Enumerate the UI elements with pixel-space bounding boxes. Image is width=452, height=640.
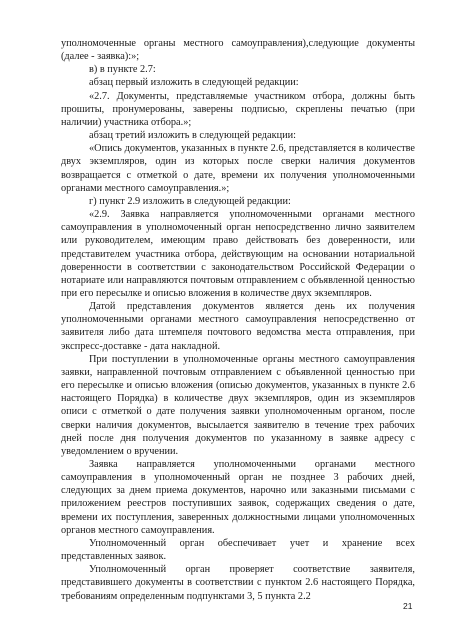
paragraph-6: «Опись документов, указанных в пункте 2.6, представляется в количестве двух экземпляров, один из которых после сверки наличия документов возвращается с отметкой о дате, времени их получения уполномоченными органами местного самоуправления.»; [61, 143, 415, 194]
paragraph-2: в) в пункте 2.7: [89, 64, 156, 76]
page-number: 21 [403, 601, 413, 611]
paragraph-5: абзац третий изложить в следующей редакции: [89, 130, 297, 142]
paragraph-9: Датой представления документов является день их получения уполномоченными органами местного самоуправления непосредственно от заявителя либо дата штемпеля почтового ведомства места отправления, при экспресс-доставке - дата накладной. [61, 301, 415, 352]
paragraph-8: «2.9. Заявка направляется уполномоченными органами местного самоуправления в уполномоченный орган непосредственно лично заявителем или руководителем, имеющим право действовать без доверенности, или представителем участника отбора, действующим на основании нотариальной доверенности в соответствии с законодательством Российской Федерации о нотариате или направляются почтовым отправлением с объявленной ценностью при его пересылке и описью вложения в количестве двух экземпляров. [61, 209, 415, 299]
paragraph-13: Уполномоченный орган проверяет соответствие заявителя, представившего документы в соответствии с пунктом 2.6 настоящего Порядка, требованиям определенным подпунктами 3, 5 пункта 2.2 [61, 564, 415, 602]
paragraph-4: «2.7. Документы, представляемые участником отбора, должны быть прошиты, пронумерованы, заверены подписью, скреплены печатью (при наличии) участника отбора.»; [61, 90, 415, 128]
paragraph-11: Заявка направляется уполномоченными органами местного самоуправления в уполномоченный орган не позднее 3 рабочих дней, следующих за днем приема документов, нарочно или заказными письмами с приложением реестров поступивших заявок, содержащих сведения о дате, времени их поступления, заверенных должностными лицами уполномоченных органов местного самоуправления. [61, 459, 415, 536]
document-body [61, 37, 415, 603]
paragraph-10: При поступлении в уполномоченные органы местного самоуправления заявки, направленной почтовым отправлением с объявленной ценностью при его пересылке и описью вложения (описью документов, указанных в пункте 2.6 настоящего Порядка) в количестве двух экземпляров, один из экземпляров описи с отметкой о дате получения заявки уполномоченным органом, после сверки наличия документов, высылается заявителю в течение трех рабочих дней после дня получения документов по указанному в заявке адресу с уведомлением о вручении. [61, 353, 415, 457]
paragraph-12: Уполномоченный орган обеспечивает учет и хранение всех представленных заявок. [61, 537, 415, 563]
paragraph-7: г) пункт 2.9 изложить в следующей редакции: [89, 195, 291, 207]
paragraph-3: абзац первый изложить в следующей редакции: [89, 77, 299, 89]
paragraph-1: уполномоченные органы местного самоуправления),следующие документы (далее - заявка):»; [61, 38, 415, 63]
